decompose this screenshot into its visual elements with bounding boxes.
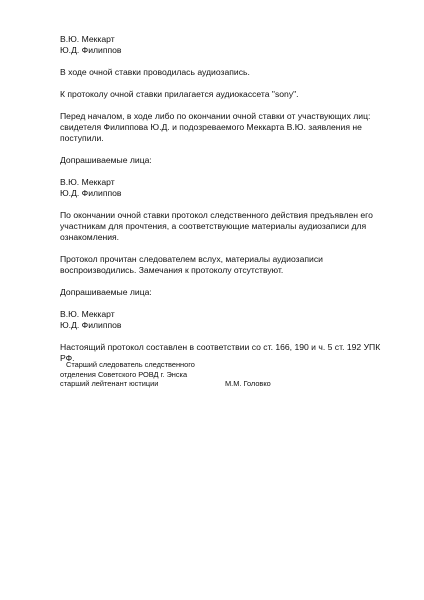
- paragraph-spacer: [60, 144, 380, 155]
- paragraph: [60, 111, 380, 144]
- participant-name: В.Ю. Меккарт: [60, 309, 115, 319]
- text-line: Допрашиваемые лица:: [60, 287, 152, 297]
- participant-name: В.Ю. Меккарт: [60, 34, 115, 44]
- document-body: [60, 34, 380, 364]
- paragraph-spacer: [60, 276, 380, 287]
- text-line: По окончании очной ставки протокол следственного действия предъявлен его: [60, 210, 373, 220]
- paragraph-spacer: [60, 199, 380, 210]
- paragraph: [60, 254, 380, 276]
- paragraph-spacer: [60, 243, 380, 254]
- text-line: воспроизводились. Замечания к протоколу отсутствуют.: [60, 265, 284, 275]
- text-line: Допрашиваемые лица:: [60, 155, 152, 165]
- paragraph-spacer: [60, 78, 380, 89]
- paragraph-spacer: [60, 298, 380, 309]
- text-line: участникам для прочтения, а соответствующие материалы аудиозаписи для: [60, 221, 367, 231]
- names-block: [60, 309, 380, 331]
- signature-title-line-2: отделения Советского РОВД г. Энска: [60, 369, 188, 379]
- names-block: [60, 177, 380, 199]
- participant-name: Ю.Д. Филиппов: [60, 320, 122, 330]
- paragraph-spacer: [60, 331, 380, 342]
- signature-title-line-1: Старший следователь следственного: [66, 360, 195, 369]
- text-line: В ходе очной ставки проводилась аудиозапись.: [60, 67, 250, 77]
- paragraph: [60, 89, 380, 100]
- text-line: свидетеля Филиппова Ю.Д. и подозреваемого Меккарта В.Ю. заявления не: [60, 122, 362, 132]
- paragraph: [60, 155, 380, 166]
- text-line: К протоколу очной ставки прилагается аудиокассета "sony".: [60, 89, 299, 99]
- participant-name: Ю.Д. Филиппов: [60, 45, 122, 55]
- paragraph: [60, 287, 380, 298]
- signature-rank: старший лейтенант юстиции: [60, 379, 159, 389]
- paragraph-spacer: [60, 56, 380, 67]
- signature-block: [60, 360, 380, 389]
- paragraph: [60, 210, 380, 243]
- text-line: ознакомления.: [60, 232, 120, 242]
- text-line: поступили.: [60, 133, 104, 143]
- text-line: Протокол прочитан следователем вслух, материалы аудиозаписи: [60, 254, 323, 264]
- participant-name: Ю.Д. Филиппов: [60, 188, 122, 198]
- names-block: [60, 34, 380, 56]
- paragraph-spacer: [60, 100, 380, 111]
- signature-name: М.М. Головко: [225, 379, 271, 389]
- paragraph: [60, 67, 380, 78]
- participant-name: В.Ю. Меккарт: [60, 177, 115, 187]
- paragraph-spacer: [60, 166, 380, 177]
- signature-title-line-3: [60, 379, 380, 389]
- text-line: Перед началом, в ходе либо по окончании очной ставки от участвующих лиц:: [60, 111, 371, 121]
- text-line: РФ.: [60, 353, 75, 363]
- text-line: Настоящий протокол составлен в соответствии со ст. 166, 190 и ч. 5 ст. 192 УПК: [60, 342, 381, 352]
